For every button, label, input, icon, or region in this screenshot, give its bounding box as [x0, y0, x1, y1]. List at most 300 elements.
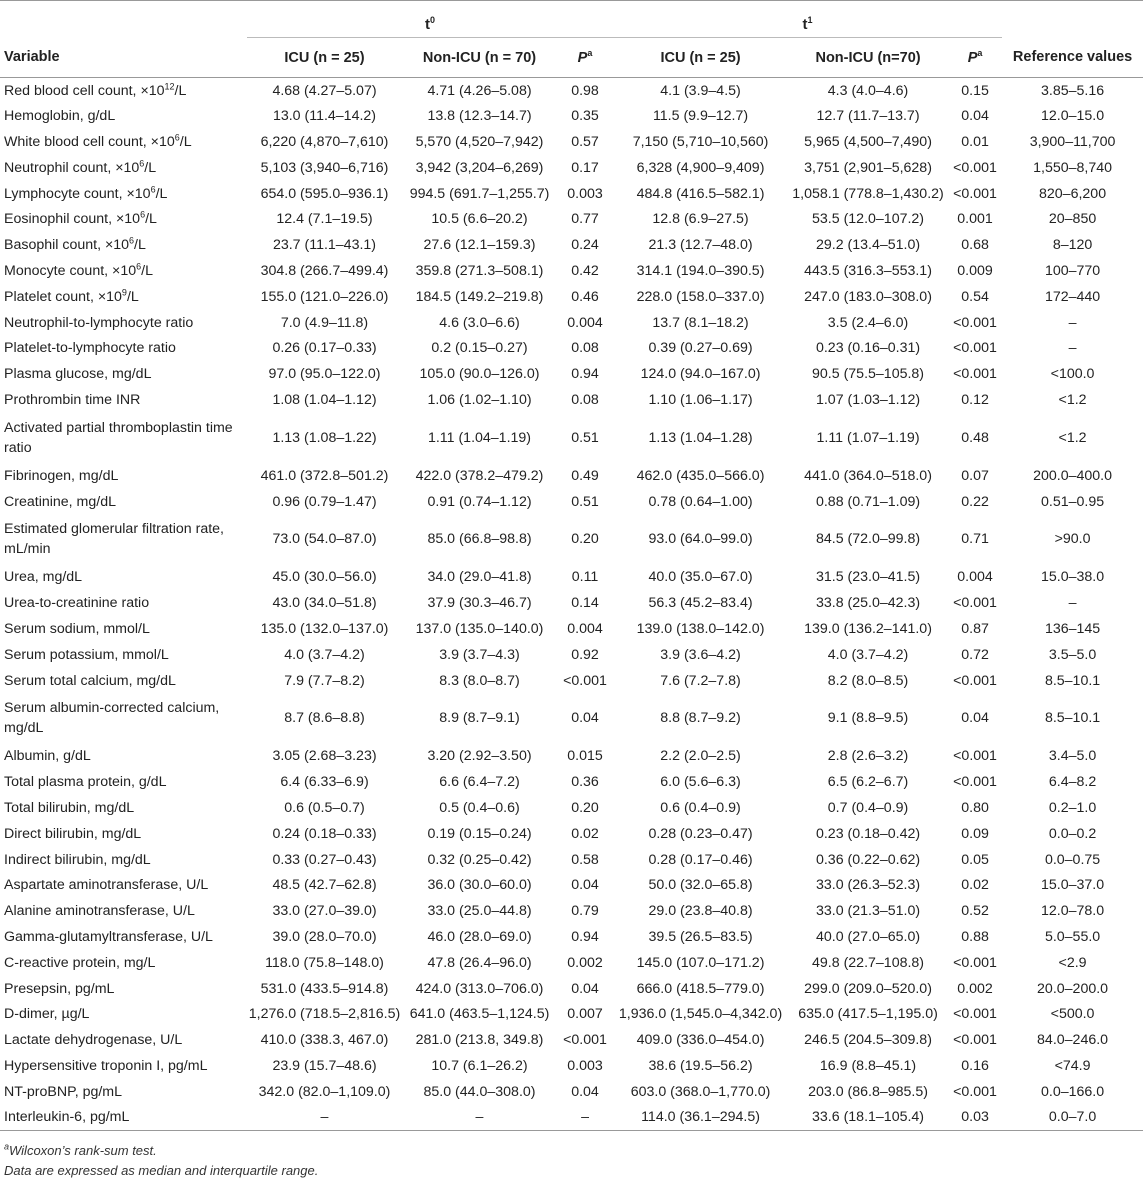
cell-icu-t0: 23.7 (11.1–43.1) — [272, 237, 377, 254]
cell-p-t1: <0.001 — [953, 595, 997, 612]
cell-nonicu-t0: 281.0 (213.8, 349.8) — [415, 1032, 544, 1049]
cell-p-t1: 0.07 — [961, 467, 989, 484]
cell-icu-t0: 97.0 (95.0–122.0) — [268, 366, 381, 383]
cell-icu-t1: 0.28 (0.17–0.46) — [648, 851, 753, 868]
cell-icu-t1: 145.0 (107.0–171.2) — [636, 954, 765, 971]
cell-p-t1: 0.80 — [961, 799, 989, 816]
cell-p-t0: <0.001 — [563, 1032, 607, 1049]
cell-nonicu-t0: 0.2 (0.15–0.27) — [431, 340, 528, 357]
row-label: Albumin, g/dL — [4, 748, 91, 765]
cell-p-t0: 0.94 — [571, 928, 599, 945]
cell-nonicu-t0: 1.06 (1.02–1.10) — [427, 391, 532, 408]
cell-nonicu-t0: 46.0 (28.0–69.0) — [427, 928, 532, 945]
cell-p-t0: 0.49 — [571, 467, 599, 484]
cell-icu-t0: 33.0 (27.0–39.0) — [272, 903, 377, 920]
table-row — [0, 950, 1143, 976]
cell-icu-t0: 43.0 (34.0–51.8) — [272, 595, 377, 612]
cell-reference: 3,900–11,700 — [1029, 133, 1116, 150]
cell-nonicu-t0: 27.6 (12.1–159.3) — [423, 237, 536, 254]
cell-reference: 0.0–0.2 — [1048, 825, 1097, 842]
cell-nonicu-t0: 4.6 (3.0–6.6) — [439, 314, 520, 331]
cell-nonicu-t1: 635.0 (417.5–1,195.0) — [798, 1006, 938, 1023]
table-row — [0, 590, 1143, 616]
cell-icu-t0: 4.0 (3.7–4.2) — [284, 646, 365, 663]
cell-icu-t0: 45.0 (30.0–56.0) — [272, 569, 377, 586]
cell-p-t0: 0.04 — [571, 877, 599, 894]
cell-reference: 12.0–78.0 — [1041, 903, 1105, 920]
cell-nonicu-t1: 33.8 (25.0–42.3) — [815, 595, 921, 612]
cell-nonicu-t1: 203.0 (86.8–985.5) — [808, 1083, 928, 1100]
cell-icu-t0: 0.26 (0.17–0.33) — [272, 340, 377, 357]
cell-reference: 20.0–200.0 — [1037, 980, 1109, 997]
cell-reference: 20–850 — [1048, 211, 1097, 228]
row-label: Creatinine, mg/dL — [4, 493, 116, 510]
header-nonicu-t1: Non-ICU (n=70) — [815, 49, 921, 66]
header-variable: Variable — [4, 49, 60, 66]
cell-p-t1: 0.88 — [961, 928, 989, 945]
cell-nonicu-t1: 6.5 (6.2–6.7) — [827, 774, 909, 791]
cell-p-t0: 0.51 — [571, 429, 599, 446]
cell-icu-t1: 409.0 (336.0–454.0) — [636, 1032, 765, 1049]
table-row — [0, 642, 1143, 668]
cell-icu-t0: 304.8 (266.7–499.4) — [260, 262, 389, 279]
cell-nonicu-t1: 16.9 (8.8–45.1) — [819, 1057, 917, 1074]
row-label: Total plasma protein, g/dL — [4, 774, 167, 791]
row-label: Basophil count, $\times 10^6/L$ — [4, 235, 146, 254]
cell-icu-t0: 6.4 (6.33–6.9) — [280, 774, 369, 791]
cell-nonicu-t1: 49.8 (22.7–108.8) — [812, 954, 925, 971]
cell-nonicu-t1: 0.23 (0.16–0.31) — [815, 340, 921, 357]
cell-icu-t1: 29.0 (23.8–40.8) — [648, 903, 753, 920]
cell-icu-t1: 13.7 (8.1–18.2) — [652, 314, 749, 331]
cell-icu-t1: 12.8 (6.9–27.5) — [652, 211, 749, 228]
cell-icu-t0: 39.0 (28.0–70.0) — [272, 928, 377, 945]
cell-nonicu-t0: 33.0 (25.0–44.8) — [427, 903, 532, 920]
cell-icu-t0: 73.0 (54.0–87.0) — [272, 531, 377, 548]
row-label: Alanine aminotransferase, U/L — [4, 903, 195, 920]
cell-nonicu-t1: 0.88 (0.71–1.09) — [815, 493, 921, 510]
cell-nonicu-t0: 85.0 (44.0–308.0) — [423, 1083, 536, 1100]
table-row — [0, 743, 1143, 769]
cell-icu-t1: 21.3 (12.7–48.0) — [648, 237, 753, 254]
header-nonicu-t0: Non-ICU (n = 70) — [422, 49, 537, 66]
cell-nonicu-t1: 31.5 (23.0–41.5) — [815, 569, 921, 586]
cell-reference: 3.4–5.0 — [1048, 748, 1097, 765]
cell-nonicu-t0: 3,942 (3,204–6,269) — [415, 159, 544, 176]
cell-nonicu-t1: 247.0 (183.0–308.0) — [804, 288, 932, 305]
cell-reference: – — [1068, 314, 1077, 331]
cell-nonicu-t1: 40.0 (27.0–65.0) — [815, 928, 921, 945]
cell-icu-t1: 1,936.0 (1,545.0–4,342.0) — [618, 1006, 783, 1023]
cell-nonicu-t1: 0.36 (0.22–0.62) — [815, 851, 921, 868]
cell-icu-t1: 4.1 (3.9–4.5) — [660, 82, 741, 99]
cell-p-t1: <0.001 — [953, 954, 997, 971]
cell-nonicu-t1: 0.7 (0.4–0.9) — [827, 799, 909, 816]
row-label: Serum potassium, mmol/L — [4, 646, 169, 663]
table-row — [0, 795, 1143, 821]
cell-p-t0: 0.57 — [571, 133, 599, 150]
cell-nonicu-t0: 1.11 (1.04–1.19) — [427, 429, 532, 446]
cell-nonicu-t1: 246.5 (204.5–309.8) — [804, 1032, 932, 1049]
cell-icu-t1: 11.5 (9.9–12.7) — [652, 108, 749, 125]
cell-nonicu-t0: 4.71 (4.26–5.08) — [427, 82, 532, 99]
row-label: NT-proBNP, pg/mL — [4, 1083, 123, 1100]
cell-p-t0: 0.42 — [571, 262, 599, 279]
cell-icu-t1: 666.0 (418.5–779.0) — [636, 980, 765, 997]
cell-nonicu-t1: 12.7 (11.7–13.7) — [816, 108, 920, 125]
cell-p-t1: 0.68 — [961, 237, 989, 254]
cell-nonicu-t1: 1,058.1 (778.8–1,430.2) — [792, 185, 944, 202]
row-label: Fibrinogen, mg/dL — [4, 467, 119, 484]
header-t0: $t^0$ — [247, 1, 613, 38]
cell-nonicu-t1: 441.0 (364.0–518.0) — [804, 467, 932, 484]
header-row-timepoints — [0, 1, 1143, 38]
row-label: Presepsin, pg/mL — [4, 980, 115, 997]
table-row — [0, 335, 1143, 361]
cell-nonicu-t0: 0.91 (0.74–1.12) — [427, 493, 532, 510]
cell-icu-t1: 7.6 (7.2–7.8) — [660, 672, 741, 689]
cell-nonicu-t1: 90.5 (75.5–105.8) — [812, 366, 925, 383]
cell-reference: 200.0–400.0 — [1033, 467, 1113, 484]
cell-p-t0: 0.58 — [571, 851, 599, 868]
cell-icu-t1: 314.1 (194.0–390.5) — [636, 262, 765, 279]
cell-icu-t0: 12.4 (7.1–19.5) — [276, 211, 373, 228]
cell-p-t1: 0.15 — [961, 82, 989, 99]
cell-reference: 15.0–37.0 — [1041, 877, 1105, 894]
table-row — [0, 206, 1143, 232]
table-row — [0, 129, 1143, 155]
cell-p-t0: 0.08 — [571, 391, 599, 408]
cell-nonicu-t1: 139.0 (136.2–141.0) — [804, 620, 932, 637]
row-label: White blood cell count, $\times 10^6/L$ — [4, 132, 192, 150]
cell-p-t1: 0.54 — [961, 288, 989, 305]
cell-icu-t0: 3.05 (2.68–3.23) — [272, 748, 377, 765]
cell-reference: <500.0 — [1050, 1006, 1095, 1023]
cell-reference: 1,550–8,740 — [1033, 159, 1113, 176]
cell-icu-t0: – — [320, 1109, 329, 1126]
cell-nonicu-t0: 6.6 (6.4–7.2) — [439, 774, 520, 791]
cell-reference: – — [1068, 595, 1077, 612]
cell-icu-t1: 114.0 (36.1–294.5) — [641, 1109, 760, 1126]
row-label: Lymphocyte count, $\times 10^6/L$ — [4, 183, 168, 202]
cell-icu-t0: 654.0 (595.0–936.1) — [260, 185, 389, 202]
table-row — [0, 976, 1143, 1002]
cell-nonicu-t1: 3,751 (2,901–5,628) — [804, 159, 932, 176]
cell-p-t0: 0.003 — [567, 185, 603, 202]
cell-icu-t0: 531.0 (433.5–914.8) — [260, 980, 389, 997]
cell-nonicu-t1: 9.1 (8.8–9.5) — [827, 710, 909, 727]
cell-p-t1: 0.04 — [961, 710, 989, 727]
cell-nonicu-t1: 53.5 (12.0–107.2) — [812, 211, 925, 228]
cell-reference: 8–120 — [1052, 237, 1093, 254]
cell-nonicu-t1: 33.0 (21.3–51.0) — [815, 903, 921, 920]
cell-p-t1: 0.52 — [961, 903, 989, 920]
row-label: Activated partial thromboplastin time ratio — [4, 419, 233, 456]
table-row — [0, 1105, 1143, 1131]
cell-reference: <100.0 — [1050, 366, 1095, 383]
cell-p-t0: 0.36 — [571, 774, 599, 791]
cell-nonicu-t0: 10.5 (6.6–20.2) — [431, 211, 528, 228]
table-row — [0, 181, 1143, 207]
table-row — [0, 898, 1143, 924]
cell-reference: 172–440 — [1044, 288, 1101, 305]
cell-reference: 15.0–38.0 — [1041, 569, 1105, 586]
cell-nonicu-t0: 5,570 (4,520–7,942) — [415, 133, 544, 150]
footnote-a: $^a$Wilcoxon’s rank-sum test. — [4, 1141, 157, 1158]
table-body — [0, 78, 1143, 1131]
table-header — [0, 1, 1143, 78]
cell-nonicu-t0: 422.0 (378.2–479.2) — [415, 467, 544, 484]
cell-reference: <1.2 — [1058, 429, 1087, 446]
cell-p-t0: 0.003 — [567, 1057, 603, 1074]
cell-icu-t1: 228.0 (158.0–337.0) — [636, 288, 765, 305]
cell-icu-t1: 139.0 (138.0–142.0) — [636, 620, 765, 637]
cell-nonicu-t0: 10.7 (6.1–26.2) — [431, 1057, 528, 1074]
cell-p-t0: 0.004 — [567, 314, 603, 331]
cell-p-t0: 0.04 — [571, 710, 599, 727]
cell-reference: <1.2 — [1058, 391, 1087, 408]
cell-nonicu-t1: 5,965 (4,500–7,490) — [804, 133, 932, 150]
cell-p-t1: <0.001 — [953, 774, 997, 791]
cell-nonicu-t0: 184.5 (149.2–219.8) — [415, 288, 544, 305]
table-row — [0, 1001, 1143, 1027]
table-row — [0, 769, 1143, 795]
cell-p-t0: 0.77 — [571, 211, 599, 228]
row-label: Gamma-glutamyltransferase, U/L — [4, 928, 213, 945]
table-row — [0, 1053, 1143, 1079]
cell-p-t0: 0.20 — [571, 799, 599, 816]
cell-p-t0: 0.24 — [571, 237, 599, 254]
cell-p-t1: 0.009 — [957, 262, 993, 279]
row-label: Hypersensitive troponin I, pg/mL — [4, 1057, 208, 1074]
cell-p-t1: 0.02 — [961, 877, 989, 894]
cell-nonicu-t0: 34.0 (29.0–41.8) — [427, 569, 532, 586]
cell-nonicu-t0: 3.20 (2.92–3.50) — [427, 748, 532, 765]
cell-icu-t0: 6,220 (4,870–7,610) — [260, 133, 389, 150]
cell-nonicu-t1: 33.0 (26.3–52.3) — [815, 877, 921, 894]
row-label: Hemoglobin, g/dL — [4, 108, 116, 125]
header-blank-left — [0, 1, 247, 38]
header-row-columns — [0, 38, 1143, 78]
cell-p-t1: 0.48 — [961, 429, 989, 446]
header-icu-t1: ICU (n = 25) — [660, 49, 741, 66]
cell-nonicu-t0: 641.0 (463.5–1,124.5) — [409, 1006, 550, 1023]
cell-nonicu-t1: 2.8 (2.6–3.2) — [827, 748, 909, 765]
table-row — [0, 924, 1143, 950]
cell-nonicu-t1: 1.11 (1.07–1.19) — [816, 429, 920, 446]
cell-icu-t1: 39.5 (26.5–83.5) — [648, 928, 753, 945]
cell-icu-t1: 462.0 (435.0–566.0) — [636, 467, 765, 484]
table-row — [0, 310, 1143, 336]
cell-p-t1: 0.22 — [961, 493, 989, 510]
cell-p-t0: 0.51 — [571, 493, 599, 510]
cell-nonicu-t0: 3.9 (3.7–4.3) — [439, 646, 520, 663]
cell-p-t0: 0.002 — [567, 954, 603, 971]
cell-nonicu-t0: 0.32 (0.25–0.42) — [427, 851, 532, 868]
cell-reference: <2.9 — [1058, 954, 1087, 971]
cell-nonicu-t0: 0.19 (0.15–0.24) — [427, 825, 532, 842]
cell-nonicu-t0: 85.0 (66.8–98.8) — [427, 531, 532, 548]
table-row — [0, 872, 1143, 898]
row-label: Neutrophil-to-lymphocyte ratio — [4, 314, 194, 331]
table-row — [0, 232, 1143, 258]
cell-reference: 820–6,200 — [1039, 185, 1107, 202]
cell-icu-t0: 0.6 (0.5–0.7) — [284, 799, 365, 816]
cell-reference: 8.5–10.1 — [1044, 710, 1101, 727]
row-label: Estimated glomerular filtration rate, mL/min — [4, 521, 224, 558]
cell-icu-t1: 56.3 (45.2–83.4) — [648, 595, 753, 612]
cell-icu-t1: 7,150 (5,710–10,560) — [632, 133, 769, 150]
cell-icu-t0: 48.5 (42.7–62.8) — [272, 877, 377, 894]
cell-p-t0: 0.46 — [571, 288, 599, 305]
row-label: D-dimer, µg/L — [4, 1006, 90, 1023]
table-row — [0, 155, 1143, 181]
table-row — [0, 693, 1143, 743]
cell-p-t1: <0.001 — [953, 748, 997, 765]
cell-nonicu-t1: 1.07 (1.03–1.12) — [815, 391, 921, 408]
cell-nonicu-t0: 359.8 (271.3–508.1) — [415, 262, 544, 279]
cell-p-t0: 0.14 — [571, 595, 599, 612]
cell-nonicu-t1: 29.2 (13.4–51.0) — [815, 237, 921, 254]
cell-nonicu-t1: 3.5 (2.4–6.0) — [827, 314, 909, 331]
cell-icu-t0: 135.0 (132.0–137.0) — [260, 620, 389, 637]
row-label: Serum total calcium, mg/dL — [4, 672, 176, 689]
cell-p-t0: 0.79 — [571, 903, 599, 920]
table-row — [0, 413, 1143, 463]
row-label: Monocyte count, $\times 10^6/L$ — [4, 261, 153, 279]
cell-p-t1: 0.03 — [961, 1109, 989, 1126]
table-row — [0, 258, 1143, 284]
row-label: Lactate dehydrogenase, U/L — [4, 1032, 183, 1049]
cell-icu-t0: 5,103 (3,940–6,716) — [260, 159, 389, 176]
table-row — [0, 361, 1143, 387]
cell-p-t1: <0.001 — [953, 159, 997, 176]
table-row — [0, 1027, 1143, 1053]
cell-nonicu-t1: 84.5 (72.0–99.8) — [815, 531, 921, 548]
table-row — [0, 387, 1143, 413]
row-label: Interleukin-6, pg/mL — [4, 1109, 130, 1126]
cell-icu-t0: 13.0 (11.4–14.2) — [272, 108, 377, 125]
table-row — [0, 847, 1143, 873]
cell-p-t1: 0.04 — [961, 108, 989, 125]
table-row — [0, 284, 1143, 310]
cell-reference: 0.0–166.0 — [1041, 1083, 1105, 1100]
cell-reference: 84.0–246.0 — [1037, 1032, 1109, 1049]
row-label: Eosinophil count, $\times 10^6/L$ — [4, 209, 157, 228]
cell-nonicu-t0: – — [475, 1109, 484, 1126]
cell-p-t1: 0.004 — [957, 569, 993, 586]
row-label: Platelet-to-lymphocyte ratio — [4, 340, 176, 357]
cell-p-t1: 0.16 — [961, 1057, 989, 1074]
cell-reference: 0.2–1.0 — [1048, 799, 1097, 816]
cell-nonicu-t1: 4.3 (4.0–4.6) — [827, 82, 909, 99]
row-label: Plasma glucose, mg/dL — [4, 366, 152, 383]
cell-icu-t1: 6.0 (5.6–6.3) — [660, 774, 741, 791]
table-row — [0, 489, 1143, 515]
cell-icu-t1: 38.6 (19.5–56.2) — [648, 1057, 753, 1074]
cell-p-t1: 0.09 — [961, 825, 989, 842]
row-label: Direct bilirubin, mg/dL — [4, 825, 142, 842]
cell-p-t1: <0.001 — [953, 185, 997, 202]
cell-reference: 8.5–10.1 — [1044, 672, 1101, 689]
cell-icu-t0: 0.24 (0.18–0.33) — [272, 825, 377, 842]
cell-nonicu-t1: 4.0 (3.7–4.2) — [827, 646, 909, 663]
cell-p-t0: 0.11 — [571, 569, 599, 586]
cell-p-t0: 0.08 — [571, 340, 599, 357]
header-icu-t0: ICU (n = 25) — [284, 49, 365, 66]
cell-p-t1: 0.001 — [957, 211, 993, 228]
table-row — [0, 463, 1143, 489]
cell-reference: 0.0–7.0 — [1048, 1109, 1097, 1126]
row-label: Neutrophil count, $\times 10^6/L$ — [4, 158, 157, 176]
cell-nonicu-t0: 47.8 (26.4–96.0) — [427, 954, 532, 971]
row-label: Serum sodium, mmol/L — [4, 620, 150, 637]
cell-icu-t1: 124.0 (94.0–167.0) — [640, 366, 761, 383]
cell-p-t0: 0.20 — [571, 531, 599, 548]
cell-nonicu-t1: 443.5 (316.3–553.1) — [804, 262, 932, 279]
cell-p-t0: 0.04 — [571, 980, 599, 997]
cell-nonicu-t0: 37.9 (30.3–46.7) — [427, 595, 532, 612]
cell-icu-t0: 1,276.0 (718.5–2,816.5) — [248, 1006, 401, 1023]
table-row — [0, 564, 1143, 590]
cell-icu-t1: 0.78 (0.64–1.00) — [648, 493, 753, 510]
cell-p-t0: – — [581, 1109, 589, 1126]
cell-p-t0: <0.001 — [563, 672, 607, 689]
cell-p-t0: 0.004 — [567, 620, 603, 637]
cell-p-t1: 0.05 — [961, 851, 989, 868]
cell-reference: – — [1068, 340, 1077, 357]
cell-p-t1: 0.002 — [957, 980, 993, 997]
cell-nonicu-t0: 36.0 (30.0–60.0) — [427, 877, 532, 894]
cell-icu-t1: 0.28 (0.23–0.47) — [648, 825, 753, 842]
cell-p-t0: 0.015 — [567, 748, 603, 765]
cell-p-t0: 0.007 — [567, 1006, 603, 1023]
cell-p-t0: 0.92 — [571, 646, 599, 663]
cell-icu-t1: 93.0 (64.0–99.0) — [648, 531, 753, 548]
cell-icu-t0: 4.68 (4.27–5.07) — [272, 82, 377, 99]
cell-reference: 0.51–0.95 — [1041, 493, 1105, 510]
cell-reference: 136–145 — [1044, 620, 1101, 637]
cell-nonicu-t1: 0.23 (0.18–0.42) — [815, 825, 921, 842]
cell-icu-t1: 8.8 (8.7–9.2) — [660, 710, 741, 727]
cell-nonicu-t0: 8.3 (8.0–8.7) — [439, 672, 520, 689]
table-row — [0, 78, 1143, 104]
cell-nonicu-t1: 33.6 (18.1–105.4) — [812, 1109, 925, 1126]
cell-reference: 5.0–55.0 — [1044, 928, 1101, 945]
cell-icu-t0: 342.0 (82.0–1,109.0) — [258, 1083, 391, 1100]
cell-icu-t1: 3.9 (3.6–4.2) — [660, 646, 741, 663]
cell-reference: 3.85–5.16 — [1041, 82, 1105, 99]
cell-icu-t1: 603.0 (368.0–1,770.0) — [630, 1083, 771, 1100]
row-label: Indirect bilirubin, mg/dL — [4, 851, 151, 868]
cell-nonicu-t0: 994.5 (691.7–1,255.7) — [409, 185, 550, 202]
table-row — [0, 616, 1143, 642]
cell-p-t1: <0.001 — [953, 1032, 997, 1049]
cell-p-t1: 0.72 — [961, 646, 989, 663]
row-label: Platelet count, $\times 10^9/L$ — [4, 287, 139, 305]
cell-p-t0: 0.35 — [571, 108, 599, 125]
cell-p-t0: 0.94 — [571, 366, 599, 383]
cell-p-t1: <0.001 — [953, 1083, 997, 1100]
table-row — [0, 821, 1143, 847]
table-row — [0, 103, 1143, 129]
header-p-t1: $P^a$ — [967, 47, 983, 66]
table-row — [0, 1079, 1143, 1105]
cell-icu-t0: 461.0 (372.8–501.2) — [260, 467, 389, 484]
cell-reference: 6.4–8.2 — [1048, 774, 1097, 791]
cell-reference: <74.9 — [1054, 1057, 1091, 1074]
table-row — [0, 514, 1143, 564]
